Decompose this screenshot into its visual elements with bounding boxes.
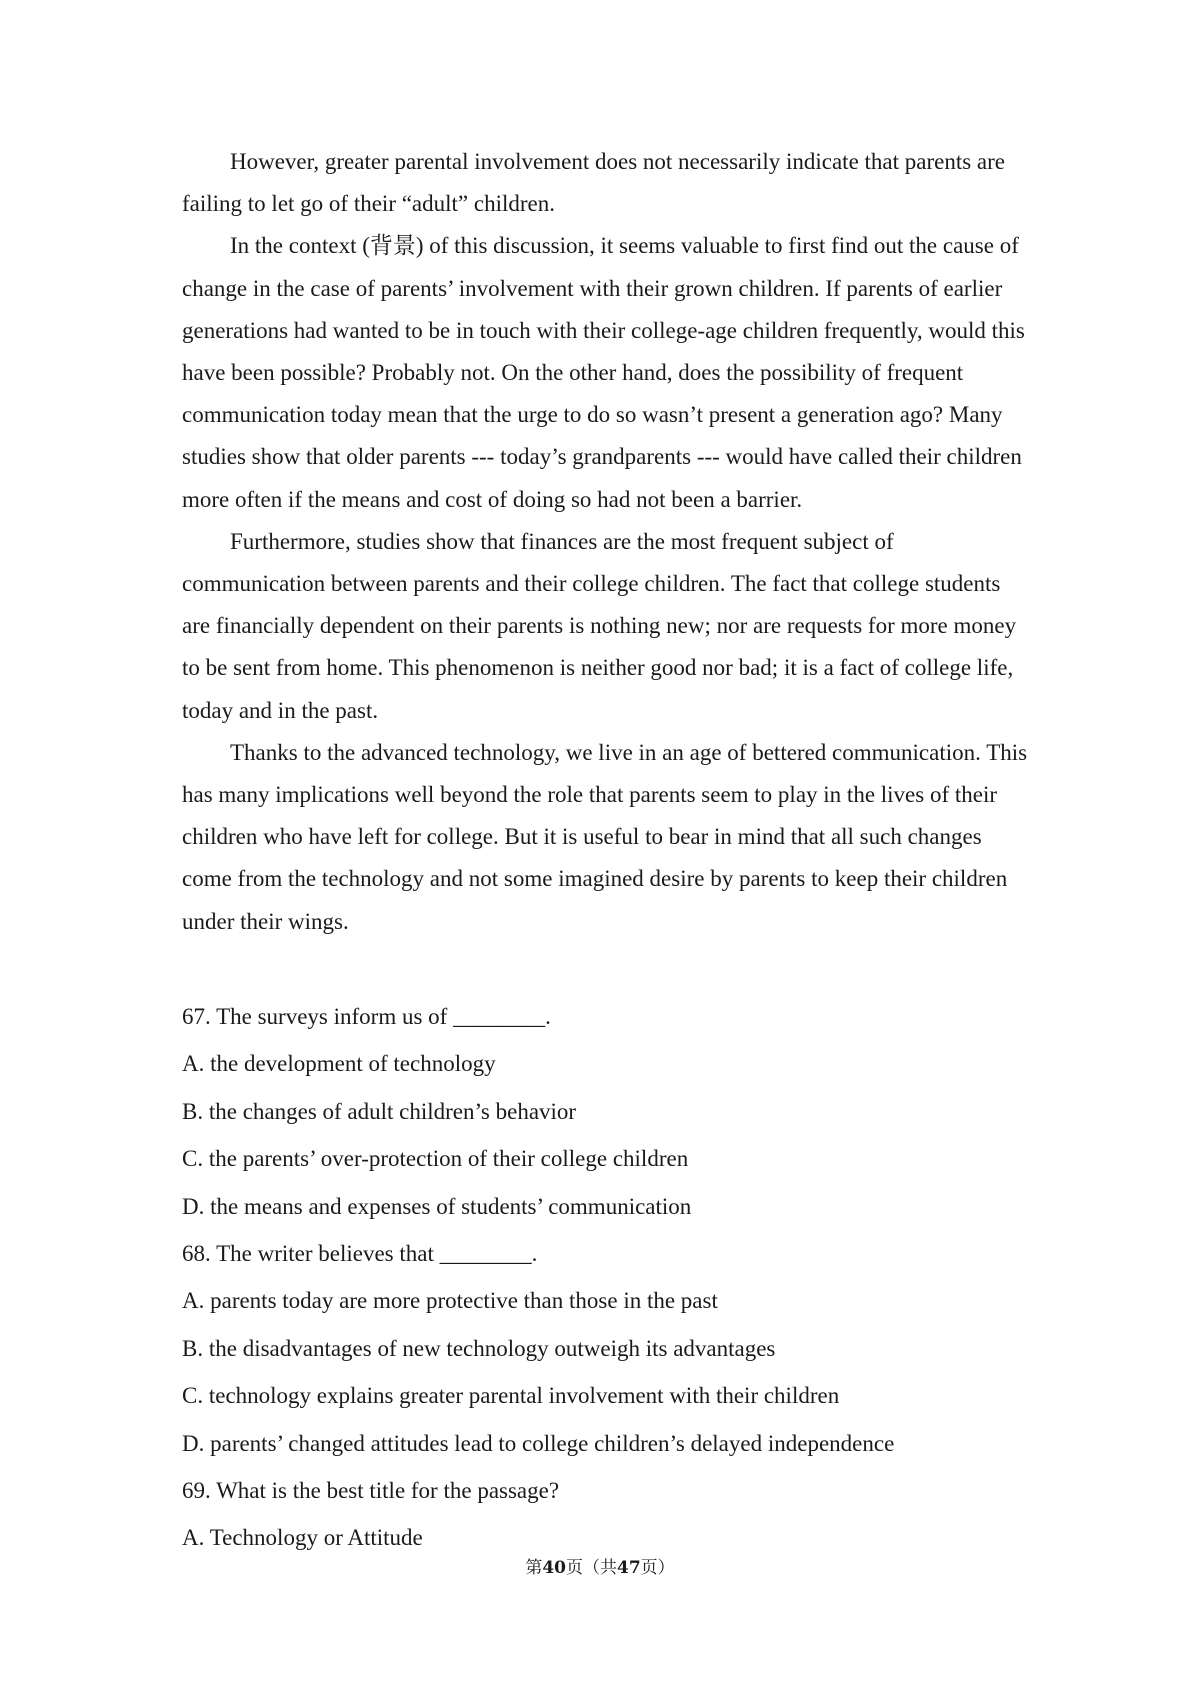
passage-paragraph-4: Thanks to the advanced technology, we live in an age of bettered communication. This has many implications well beyond the role that parents seem to play in the lives of their children who have left for college. But it is useful to bear in mind that all such changes come from the technology and not some imagined desire by parents to keep their children under their wings.	[182, 739, 1028, 934]
question-69-stem: 69. What is the best title for the passage?	[182, 1478, 560, 1504]
question-67-stem: 67. The surveys inform us of ________.	[182, 1004, 551, 1029]
question-68-option-a: A. parents today are more protective than those in the past	[182, 1288, 718, 1314]
passage-paragraph-1: However, greater parental involvement does not necessarily indicate that parents are failing to let go of their “adult” children.	[182, 149, 1006, 217]
passage-paragraph-3: Furthermore, studies show that finances are the most frequent subject of communication between parents and their college children. The fact that college students are financially dependent on their parents is nothing new; nor are requests for more money to be sent from home. This phenomenon is neither good nor bad; it is a fact of college life, today and in the past.	[182, 528, 1017, 723]
question-68-option-c: C. technology explains greater parental involvement with their children	[182, 1383, 840, 1409]
current-page-number: 40	[542, 1558, 566, 1578]
question-67-option-c: C. the parents’ over-protection of their college children	[182, 1146, 689, 1172]
question-67-option-b: B. the changes of adult children’s behavior	[182, 1098, 577, 1124]
footer-middle: 页（共	[566, 1558, 617, 1578]
footer-prefix: 第	[525, 1558, 543, 1578]
page-footer	[0, 1556, 1200, 1580]
question-68-option-b: B. the disadvantages of new technology outweigh its advantages	[182, 1335, 776, 1361]
question-list	[182, 993, 1052, 1562]
passage	[182, 141, 1032, 943]
question-68-stem: 68. The writer believes that ________.	[182, 1241, 538, 1267]
footer-suffix: 页）	[640, 1558, 675, 1578]
question-67-option-d: D. the means and expenses of students’ communication	[182, 1193, 692, 1219]
passage-paragraph-2: In the context (背景) of this discussion, it seems valuable to first find out the cause of change in the case of parents’ involvement with their grown children. If parents of earlier generations had wanted to be in touch with their college-age children frequently, would this have been possible? Probably not. On the other hand, does the possibility of frequent communication today mean that the urge to do so wasn’t present a generation ago? Many studies show that older parents --- today’s grandparents --- would have called their children more often if the means and cost of doing so had not been a barrier.	[182, 233, 1025, 512]
total-page-count: 47	[617, 1558, 641, 1578]
question-67-option-a: A. the development of technology	[182, 1051, 496, 1077]
question-68-option-d: D. parents’ changed attitudes lead to college children’s delayed independence	[182, 1430, 895, 1456]
question-69-option-a: A. Technology or Attitude	[182, 1525, 423, 1551]
